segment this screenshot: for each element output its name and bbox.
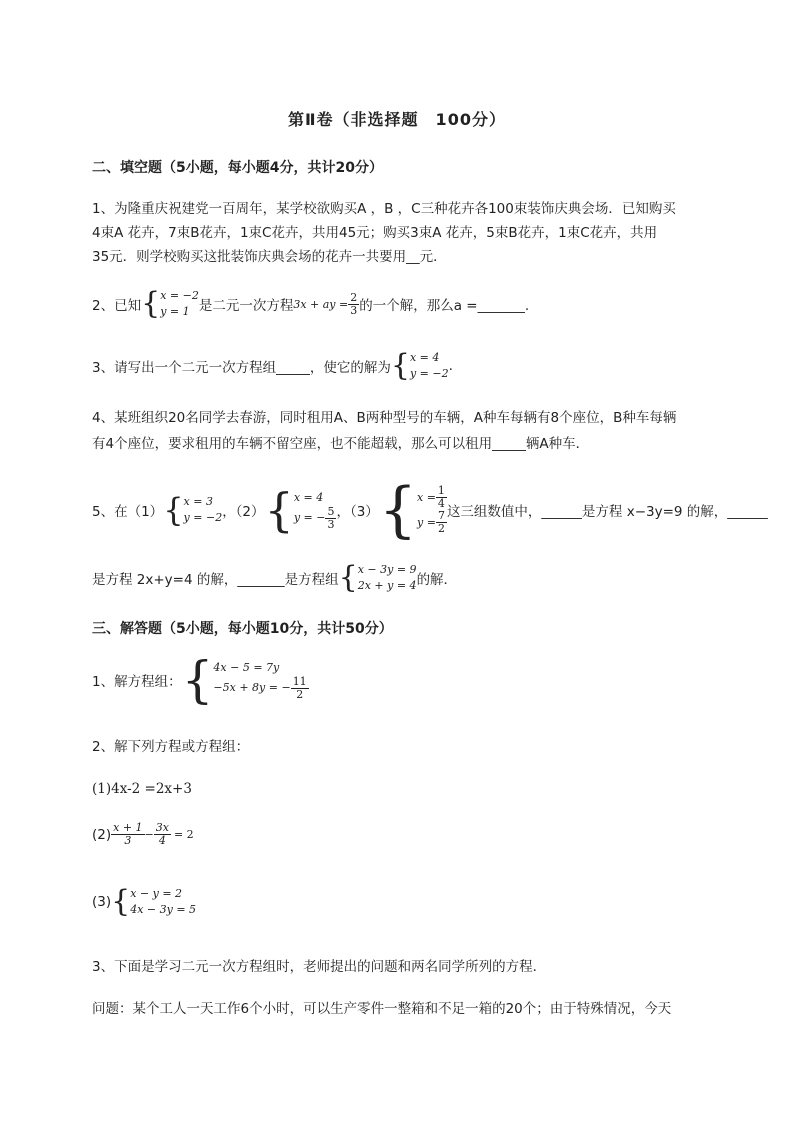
- q2-5-s4-row2: 2x + y = 4: [357, 579, 417, 592]
- q2-5-s1-row1: x = 3: [183, 495, 213, 508]
- q2-5-prefix: 5、在（1）: [92, 504, 164, 520]
- q3-1-row2: [213, 676, 308, 701]
- q2-5-sep3: ，（3）: [336, 504, 379, 520]
- q3-1-frac-num: 11: [292, 674, 307, 688]
- q3-2-p2-rhs: = 2: [173, 828, 194, 841]
- q2-2-sys-row2: y = 1: [160, 305, 190, 318]
- brace-icon: {: [181, 651, 214, 709]
- q2-5-s3-frac2-num: 7: [437, 509, 445, 522]
- q2-3: [92, 350, 453, 382]
- q3-3-text: 3、下面是学习二元一次方程组时，老师提出的问题和两名同学所列的方程．: [92, 959, 547, 975]
- q2-5-s3-frac1-num: 1: [437, 484, 445, 497]
- q2-5-system-1: [163, 491, 223, 529]
- brace-icon: {: [264, 483, 294, 537]
- q2-2-prefix: 2、已知: [92, 298, 142, 314]
- q3-2-p3-label: (3): [92, 894, 112, 910]
- q2-4-line1: 4、某班组织20名同学去春游，同时租用A、B两种型号的车辆，A种车每辆有8个座位，B种车每辆: [92, 410, 677, 426]
- page-title: 第Ⅱ卷（非选择题 100分）: [288, 110, 506, 129]
- q3-1-frac-den: 2: [296, 687, 304, 701]
- q3-2-p3-row2: 4x − 3y = 5: [130, 903, 197, 916]
- q2-3-prefix: 3、请写出一个二元一次方程组_____，使它的解为: [92, 360, 391, 376]
- brace-icon: {: [390, 348, 410, 383]
- q2-5-s4-row1: x − 3y = 9: [357, 563, 417, 576]
- q3-1-row2-left: −5x + 8y = −: [213, 681, 291, 694]
- q2-3-sys-row1: x = 4: [409, 351, 440, 364]
- q2-5-s3-row2: [417, 510, 447, 535]
- q2-5-mid: 这三组数值中，______是方程 x−3y=9 的解，______: [446, 504, 768, 520]
- q2-4-line2: 有4个座位，要求租用的车辆不留空座，也不能超载，那么可以租用_____辆A种车．: [92, 436, 590, 452]
- q3-2-p2-f1-num: x + 1: [113, 821, 143, 834]
- q2-2-mid: 是二元一次方程: [198, 298, 294, 314]
- q2-5-s2-fraction: [325, 506, 336, 531]
- q2-5-s2-row2: [294, 506, 337, 531]
- q2-5-s3-row1-left: x =: [417, 490, 436, 504]
- brace-icon: {: [163, 491, 184, 529]
- q2-3-sys-row2: y = −2: [409, 367, 449, 380]
- q3-2-part2: [92, 822, 194, 847]
- q2-5-s2-row1: x = 4: [293, 490, 324, 504]
- q3-2-p2-fraction-1: [111, 822, 144, 847]
- q2-5-s2-row2-left: y = −: [293, 511, 326, 524]
- q2-5-line2-prefix: 是方程 2x+y=4 的解，_______是方程组: [92, 572, 339, 588]
- q2-2-fraction: [348, 292, 359, 317]
- brace-icon: {: [141, 286, 161, 321]
- q3-2-p3-row1: x − y = 2: [130, 887, 183, 900]
- q2-2: [92, 288, 529, 320]
- q3-1: [92, 651, 309, 709]
- q2-5-system-4: [339, 562, 417, 594]
- q2-5-s3-frac2-den: 2: [437, 522, 445, 535]
- q3-2-p3-system: [111, 886, 196, 918]
- q3-3-problem: 问题：某个工人一天工作6个小时，可以生产零件一整箱和不足一箱的20个；由于特殊情况，今天: [92, 1001, 672, 1017]
- q2-1-line1: 1、为隆重庆祝建党一百周年，某学校欲购买A ，B ，C三种花卉各100束装饰庆典会场．已知购买: [92, 201, 676, 217]
- q3-2-p2-fraction-2: [154, 822, 171, 847]
- q2-5-system-2: [264, 483, 337, 537]
- q3-2-p2-f1-den: 3: [124, 834, 132, 847]
- section-heading-fill-in: 二、填空题（5小题，每小题4分，共计20分）: [92, 160, 383, 176]
- q3-2-p2-f2-den: 4: [158, 834, 166, 847]
- q3-1-row1: 4x − 5 = 7y: [213, 660, 280, 674]
- q2-5-s2-frac-den: 3: [327, 517, 335, 531]
- q2-2-suffix: 的一个解，那么a =_______.: [359, 298, 530, 314]
- q3-1-system: [181, 651, 309, 709]
- q2-5-s2-frac-num: 5: [327, 504, 335, 518]
- q2-5-sep2: ，（2）: [222, 504, 265, 520]
- q2-2-system: [141, 288, 199, 320]
- q2-5-s3-row1: [417, 485, 447, 510]
- q2-5-line2: [92, 562, 457, 594]
- brace-icon: {: [338, 560, 358, 595]
- q3-2-p2-f2-num: 3x: [155, 821, 169, 834]
- q3-2-p2-label: (2): [92, 826, 112, 843]
- section-heading-answer: 三、解答题（5小题，每小题10分，共计50分）: [92, 621, 393, 637]
- q2-2-frac-num: 2: [350, 290, 358, 304]
- q2-5-system-3: [378, 475, 447, 545]
- q2-2-eq-left: 3x + ay =: [293, 297, 349, 311]
- q3-2-p2-minus: −: [144, 828, 154, 841]
- q2-5-line1: [92, 475, 768, 545]
- brace-icon: {: [111, 884, 131, 919]
- q2-2-frac-den: 3: [350, 303, 358, 317]
- q2-5-s1-row2: y = −2: [183, 511, 223, 524]
- q3-2-part1: (1)4x-2 =2x+3: [92, 781, 192, 797]
- q2-1-line2: 4束A 花卉，7束B花卉，1束C花卉，共用45元；购买3束A 花卉，5束B花卉，1束C花卉，共用: [92, 225, 658, 241]
- q2-1-line3: 35元．则学校购买这批装饰庆典会场的花卉一共要用__元．: [92, 249, 447, 265]
- q2-2-sys-row1: x = −2: [160, 289, 199, 302]
- q2-5-s3-row2-left: y =: [417, 515, 436, 529]
- q3-1-fraction: [291, 676, 309, 701]
- q3-2-part3: [92, 886, 196, 918]
- q2-3-suffix: .: [448, 358, 453, 374]
- q3-1-prefix: 1、解方程组：: [92, 674, 182, 690]
- brace-icon: {: [378, 475, 417, 545]
- q2-5-s3-frac1-den: 4: [437, 497, 445, 510]
- q2-5-s3-fraction-1: [436, 485, 447, 510]
- q2-3-system: [391, 350, 449, 382]
- q3-2-text: 2、解下列方程或方程组：: [92, 739, 250, 755]
- q2-5-line2-suffix: 的解．: [416, 572, 458, 588]
- q2-5-s3-fraction-2: [436, 510, 447, 535]
